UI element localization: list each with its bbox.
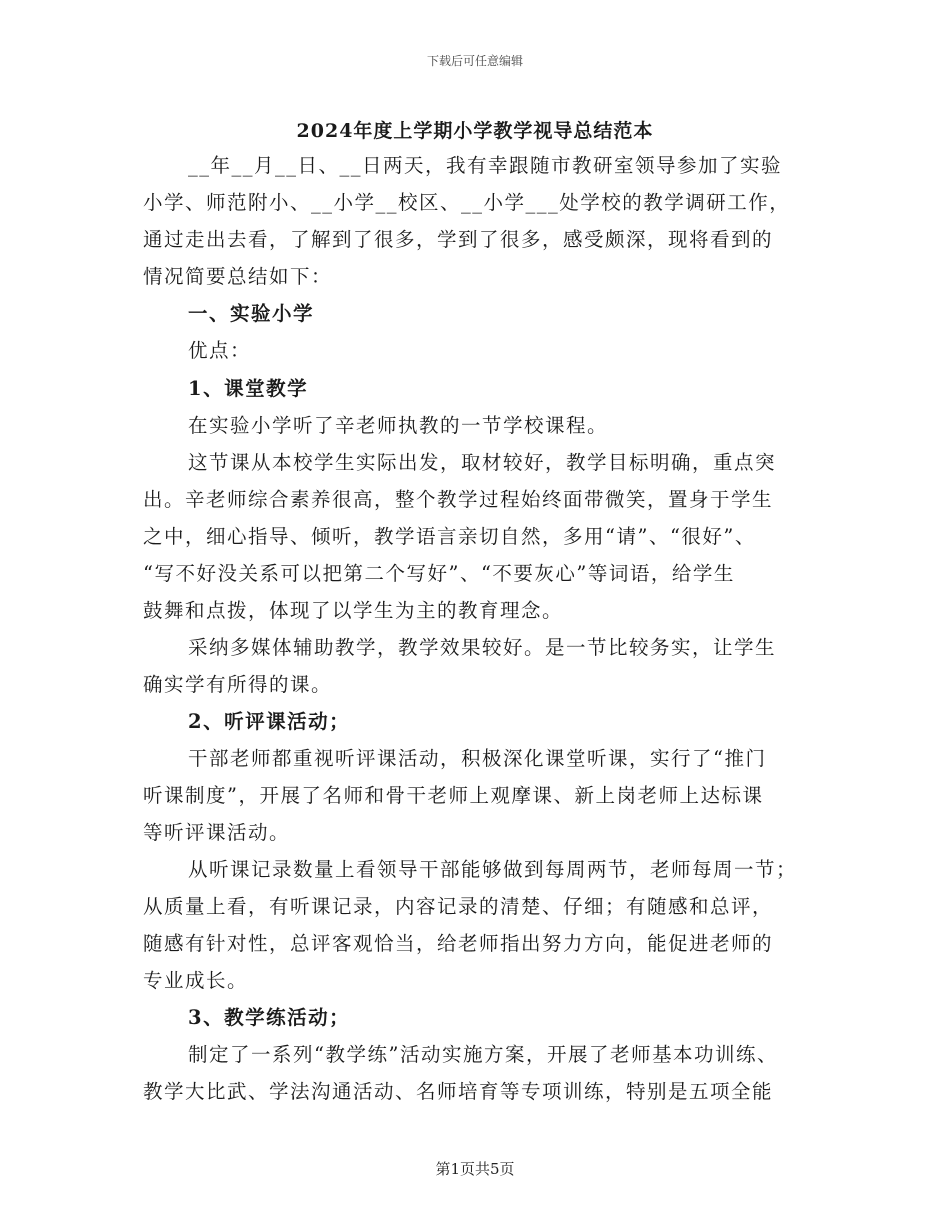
section-heading: 一、实验小学	[188, 302, 315, 325]
paragraph-line: __年__月__日、__日两天，我有幸跟随市教研室领导参加了实验	[188, 154, 783, 177]
paragraph-line: 从质量上看，有听课记录，内容记录的清楚、仔细；有随感和总评，	[143, 895, 774, 918]
paragraph-line: 确实学有所得的课。	[143, 673, 333, 696]
paragraph-line: 鼓舞和点拨，体现了以学生为主的教育理念。	[143, 599, 564, 622]
paragraph-line: 出。辛老师综合素养很高，整个教学过程始终面带微笑，置身于学生	[143, 488, 774, 511]
paragraph-line: 采纳多媒体辅助教学，教学效果较好。是一节比较务实，让学生	[188, 636, 777, 659]
paragraph-line: “写不好没关系可以把第二个写好”、“不要灰心”等词语，给学生	[143, 562, 735, 585]
paragraph-line: 情况简要总结如下：	[143, 265, 333, 288]
subsection-heading: 3、教学练活动；	[188, 1006, 351, 1029]
paragraph-line: 随感有针对性，总评客观恰当，给老师指出努力方向，能促进老师的	[143, 932, 774, 955]
paragraph-line: 制定了一系列“教学练”活动实施方案，开展了老师基本功训练、	[188, 1043, 778, 1066]
paragraph-line: 小学、师范附小、__小学__校区、__小学___处学校的教学调研工作，	[143, 191, 791, 214]
paragraph-line: 优点：	[188, 339, 252, 362]
paragraph-line: 听课制度”，开展了名师和骨干老师上观摩课、新上岗老师上达标课	[143, 784, 764, 807]
page-number: 第1页共5页	[435, 1160, 515, 1178]
paragraph-line: 等听评课活动。	[143, 821, 291, 844]
paragraph-line: 从听课记录数量上看领导干部能够做到每周两节，老师每周一节；	[188, 858, 798, 881]
paragraph-line: 这节课从本校学生实际出发，取材较好，教学目标明确，重点突	[188, 451, 777, 474]
paragraph-line: 之中，细心指导、倾听，教学语言亲切自然，多用“请”、“很好”、	[143, 525, 756, 548]
paragraph-line: 通过走出去看，了解到了很多，学到了很多，感受颇深，现将看到的	[143, 228, 774, 251]
subsection-heading: 2、听评课活动；	[188, 710, 351, 733]
paragraph-line: 干部老师都重视听评课活动，积极深化课堂听课，实行了“推门	[188, 747, 767, 770]
paragraph-line: 专业成长。	[143, 969, 249, 992]
paragraph-line: 在实验小学听了辛老师执教的一节学校课程。	[188, 414, 609, 437]
subsection-heading: 1、课堂教学	[188, 377, 309, 400]
page-header: 下载后可任意编辑	[426, 54, 523, 68]
document-title: 2024年度上学期小学教学视导总结范本	[296, 120, 654, 142]
paragraph-line: 教学大比武、学法沟通活动、名师培育等专项训练，特别是五项全能	[143, 1080, 774, 1103]
